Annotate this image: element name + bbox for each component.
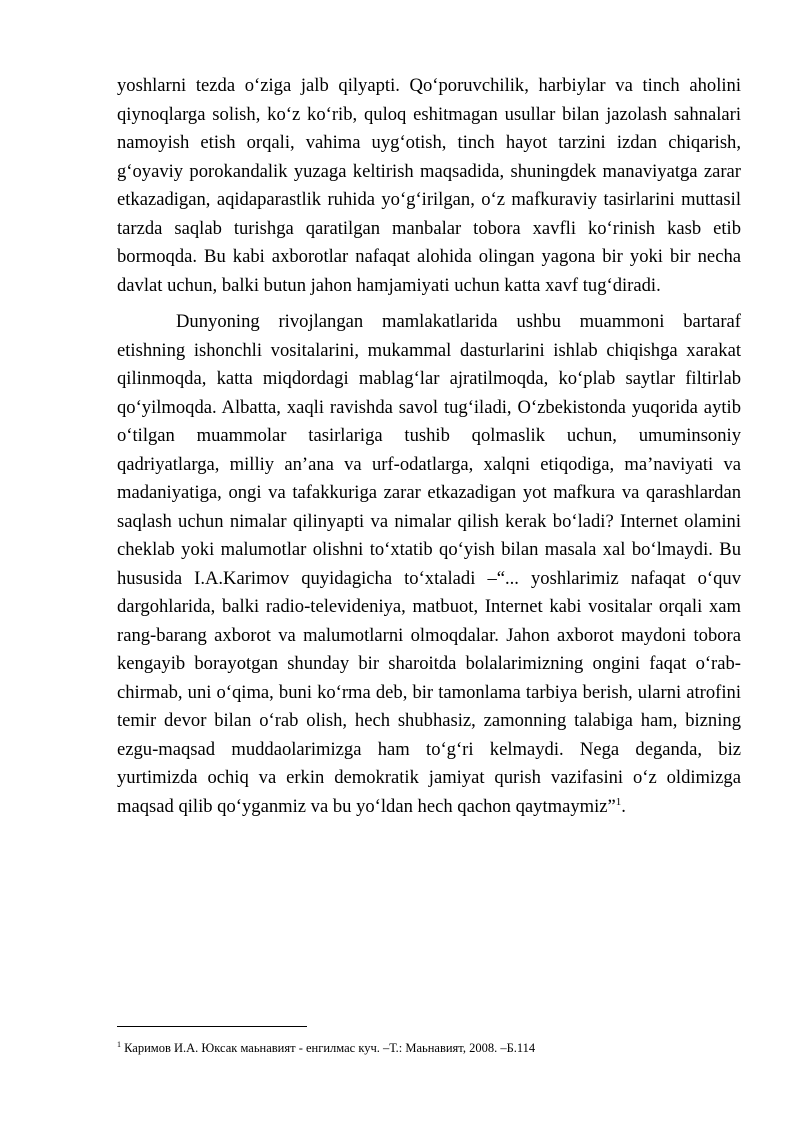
footnote-separator	[117, 1026, 307, 1027]
paragraph-text: Dunyoning rivojlangan mamlakatlarida ushbu muammoni bartaraf etishning ishonchli vositalarini, mukammal dasturlarini ishlab chiqishga xarakat qilinmoqda, katta miqdordagi mablag‘lar ajratilmoqda, ko‘plab saytlar filtirlab qo‘yilmoqda. Albatta, xaqli ravishda savol tug‘iladi, O‘zbekistonda yuqorida aytib o‘tilgan muammolar tasirlariga tushib qolmaslik uchun, umuminsoniy qadriyatlarga, milliy an’ana va urf-odatlarga, xalqni etiqodiga, ma’naviyati va madaniyatiga, ongi va tafakkuriga zarar etkazadigan yot mafkura va qarashlardan saqlash uchun nimalar qilinyapti va nimalar qilish kerak bo‘ladi? Internet olamini cheklab yoki malumotlar olishni to‘xtatib qo‘yish bilan masala xal bo‘lmaydi. Bu hususida I.A.Karimov quyidagicha to‘xtaladi –“... yoshlarimiz nafaqat o‘quv dargohlarida, balki radio-televideniya, matbuot, Internet kabi vositalar orqali xam rang-barang axborot va malumotlarni olmoqdalar. Jahon axborot maydoni tobora kengayib borayotgan shunday bir sharoitda bolalarimizning ongini faqat o‘rab-chirmab, uni o‘qima, buni ko‘rma deb, bir tamonlama tarbiya berish, ularni atrofini temir devor bilan o‘rab olish, hech shubhasiz, zamonning talabiga ham, bizning ezgu-maqsad muddaolarimizga ham to‘g‘ri kelmaydi. Nega deganda, biz yurtimizda ochiq va erkin demokratik jamiyat qurish vazifasini o‘z oldimizga maqsad qilib qo‘yganmiz va bu yo‘ldan hech qachon qaytmaymiz”	[117, 311, 741, 817]
paragraph: yoshlarni tezda o‘ziga jalb qilyapti. Qo‘poruvchilik, harbiylar va tinch aholini qiynoqlarga solish, ko‘z ko‘rib, quloq eshitmagan usullar bilan jazolash sahnalari namoyish etish orqali, vahima uyg‘otish, tinch hayot tarzini izdan chiqarish, g‘oyaviy porokandalik yuzaga keltirish maqsadida, shuningdek manaviyatga zarar etkazadigan, aqidaparastlik ruhida yo‘g‘irilgan, o‘z mafkuraviy tasirlarini muttasil tarzda saqlab turishga qaratilgan manbalar tobora xavfli ko‘rinish kasb etib bormoqda. Bu kabi axborotlar nafaqat alohida olingan yagona bir yoki bir necha davlat uchun, balki butun jahon hamjamiyati uchun katta xavf tug‘diradi.	[117, 75, 741, 296]
footnote	[117, 1040, 741, 1056]
document-body	[117, 72, 741, 821]
footnote-marker: 1	[117, 1039, 121, 1049]
paragraph-end-punctuation: .	[621, 795, 626, 817]
footnote-reference[interactable]: 1	[615, 795, 622, 808]
paragraph-with-quote	[117, 308, 741, 821]
footnote-text: Каримов И.А. Юксак маьнавият - енгилмас куч. –Т.: Маьнавият, 2008. –Б.114	[124, 1041, 536, 1055]
